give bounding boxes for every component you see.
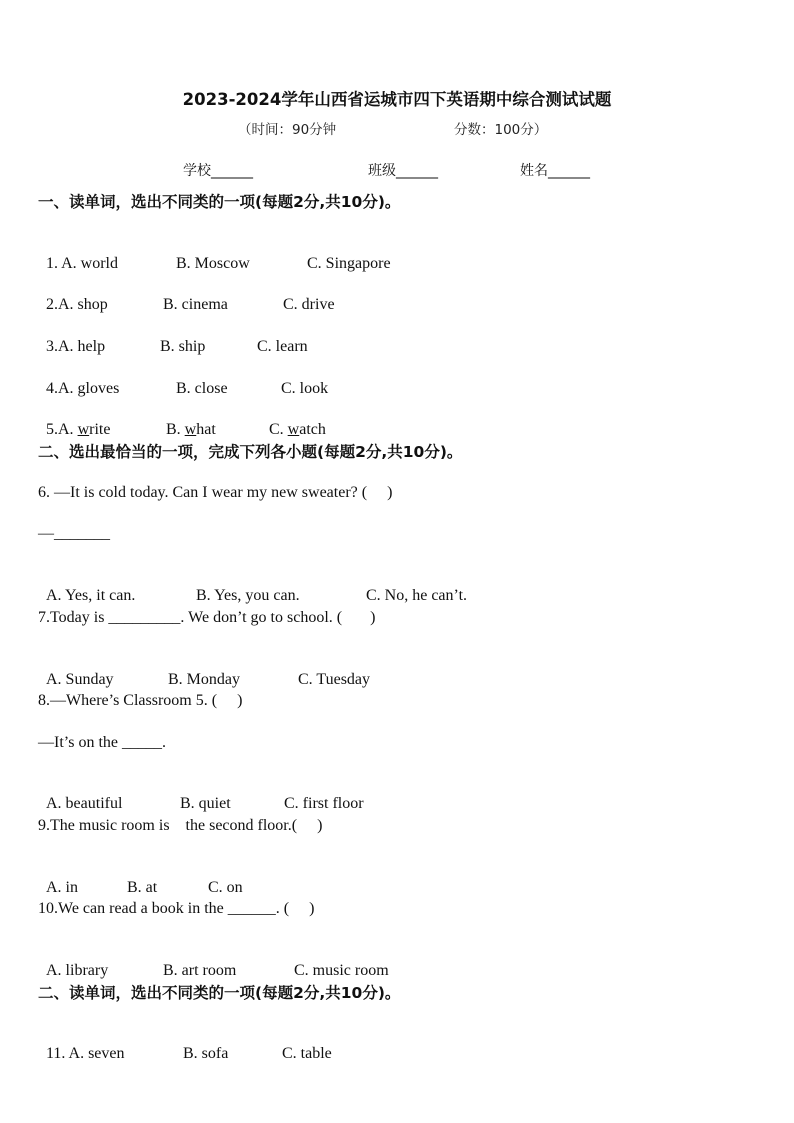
q1-option-a: 1. A. world bbox=[46, 255, 118, 272]
name-field: 姓名______ bbox=[520, 163, 590, 179]
total-score: 分数：100分） bbox=[454, 122, 548, 138]
q10-option-a: A. library bbox=[46, 962, 109, 979]
q4-option-a: 4.A. gloves bbox=[46, 380, 120, 397]
section-1-heading: 一、读单词，选出不同类的一项(每题2分,共10分)。 bbox=[38, 193, 401, 211]
q7-option-c: C. Tuesday bbox=[298, 671, 371, 688]
question-1 bbox=[38, 234, 391, 274]
q8-option-b: B. quiet bbox=[180, 795, 231, 812]
q2-option-b: B. cinema bbox=[163, 296, 228, 313]
q9-option-c: C. on bbox=[208, 879, 243, 896]
q6-option-c: C. No, he can’t. bbox=[366, 587, 468, 604]
q11-option-b: B. sofa bbox=[183, 1045, 229, 1062]
q6-option-a: A. Yes, it can. bbox=[46, 587, 136, 604]
q2-option-c: C. drive bbox=[283, 296, 335, 313]
section-2-heading: 二、选出最恰当的一项，完成下列各小题(每题2分,共10分)。 bbox=[38, 443, 463, 461]
q5-option-b bbox=[166, 420, 269, 440]
question-11 bbox=[38, 1024, 332, 1064]
q5-b-underlined: w bbox=[184, 421, 197, 438]
q6-stem: 6. —It is cold today. Can I wear my new sweater? ( ) bbox=[38, 484, 393, 501]
q7-option-b: B. Monday bbox=[168, 671, 240, 688]
q1-option-c: C. Singapore bbox=[307, 255, 391, 272]
question-8-options bbox=[38, 774, 364, 814]
q5-option-c bbox=[269, 420, 326, 440]
q9-stem: 9.The music room is the second floor.( ) bbox=[38, 817, 323, 834]
q4-option-b: B. close bbox=[176, 380, 228, 397]
question-6-options bbox=[38, 566, 467, 606]
q5-b-prefix: B. bbox=[166, 421, 185, 438]
q3-option-b: B. ship bbox=[160, 338, 206, 355]
q6-answer-line: —_______ bbox=[38, 525, 110, 542]
q5-c-underlined: w bbox=[287, 421, 300, 438]
page-title: 2023-2024学年山西省运城市四下英语期中综合测试试题 bbox=[182, 90, 612, 109]
q5-a-prefix: 5.A. bbox=[46, 421, 78, 438]
q8-stem: 8.—Where’s Classroom 5. ( ) bbox=[38, 692, 243, 709]
q7-option-a: A. Sunday bbox=[46, 671, 114, 688]
time-limit: （时间：90分钟 bbox=[238, 122, 337, 138]
q7-stem: 7.Today is _________. We don’t go to school. ( ) bbox=[38, 609, 376, 626]
q11-option-a: 11. A. seven bbox=[46, 1045, 125, 1062]
school-field: 学校______ bbox=[183, 163, 253, 179]
q11-option-c: C. table bbox=[282, 1045, 332, 1062]
q8-option-a: A. beautiful bbox=[46, 795, 123, 812]
q2-option-a: 2.A. shop bbox=[46, 296, 108, 313]
q6-option-b: B. Yes, you can. bbox=[196, 587, 300, 604]
question-5 bbox=[38, 400, 326, 440]
q5-a-rest: rite bbox=[89, 421, 111, 438]
q5-option-a bbox=[46, 420, 166, 440]
class-field: 班级______ bbox=[368, 163, 438, 179]
question-9-options bbox=[38, 858, 243, 898]
question-10-options bbox=[38, 941, 389, 981]
q5-c-prefix: C. bbox=[269, 421, 288, 438]
section-3-heading: 二、读单词，选出不同类的一项(每题2分,共10分)。 bbox=[38, 984, 401, 1002]
q10-option-b: B. art room bbox=[163, 962, 237, 979]
q1-option-b: B. Moscow bbox=[176, 255, 250, 272]
question-4 bbox=[38, 359, 328, 399]
q8-option-c: C. first floor bbox=[284, 795, 364, 812]
question-3 bbox=[38, 317, 308, 357]
q10-option-c: C. music room bbox=[294, 962, 389, 979]
q5-a-underlined: w bbox=[77, 421, 90, 438]
q5-c-rest: atch bbox=[299, 421, 326, 438]
q4-option-c: C. look bbox=[281, 380, 329, 397]
q5-b-rest: hat bbox=[196, 421, 216, 438]
q10-stem: 10.We can read a book in the ______. ( ) bbox=[38, 900, 315, 917]
q8-answer-line: —It’s on the _____. bbox=[38, 734, 166, 751]
q3-option-c: C. learn bbox=[257, 338, 308, 355]
question-7-options bbox=[38, 650, 370, 690]
question-2 bbox=[38, 275, 335, 315]
q9-option-b: B. at bbox=[127, 879, 158, 896]
q9-option-a: A. in bbox=[46, 879, 78, 896]
q3-option-a: 3.A. help bbox=[46, 338, 106, 355]
